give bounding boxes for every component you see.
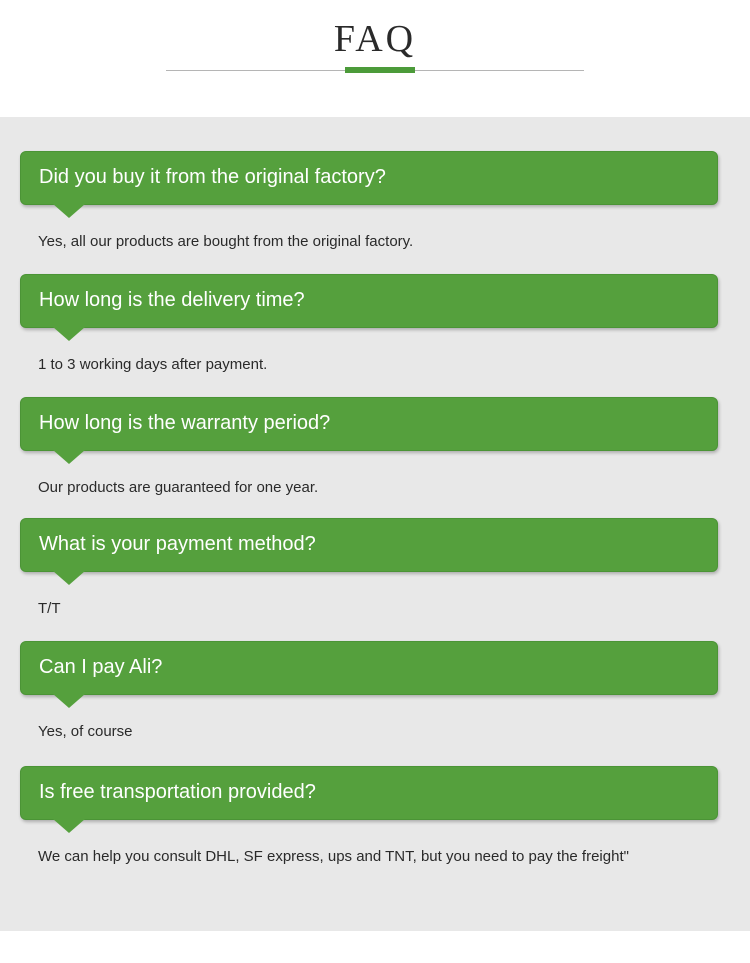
answer-text: We can help you consult DHL, SF express, ups and TNT, but you need to pay the freight" (38, 848, 629, 865)
question-text: What is your payment method? (39, 533, 316, 555)
question-text: Is free transportation provided? (39, 781, 316, 803)
answer-text: Yes, of course (38, 723, 133, 740)
answer-text: 1 to 3 working days after payment. (38, 356, 268, 373)
question-bubble[interactable] (20, 151, 718, 205)
question-bubble[interactable] (20, 766, 718, 820)
question-bubble[interactable] (20, 397, 718, 451)
question-bubble[interactable] (20, 518, 718, 572)
question-bubble[interactable] (20, 274, 718, 328)
faq-panel (0, 117, 750, 931)
faq-header (0, 0, 750, 117)
title-accent-bar (345, 67, 415, 73)
answer-text: Yes, all our products are bought from the original factory. (38, 233, 414, 250)
question-text: Did you buy it from the original factory? (39, 166, 386, 188)
question-text: Can I pay Ali? (39, 656, 163, 678)
answer-text: T/T (38, 600, 61, 617)
page-title: FAQ (333, 18, 417, 60)
question-text: How long is the delivery time? (39, 289, 305, 311)
question-text: How long is the warranty period? (39, 412, 331, 434)
answer-text: Our products are guaranteed for one year. (38, 479, 319, 496)
page-footer-spacer (0, 931, 750, 963)
question-bubble[interactable] (20, 641, 718, 695)
